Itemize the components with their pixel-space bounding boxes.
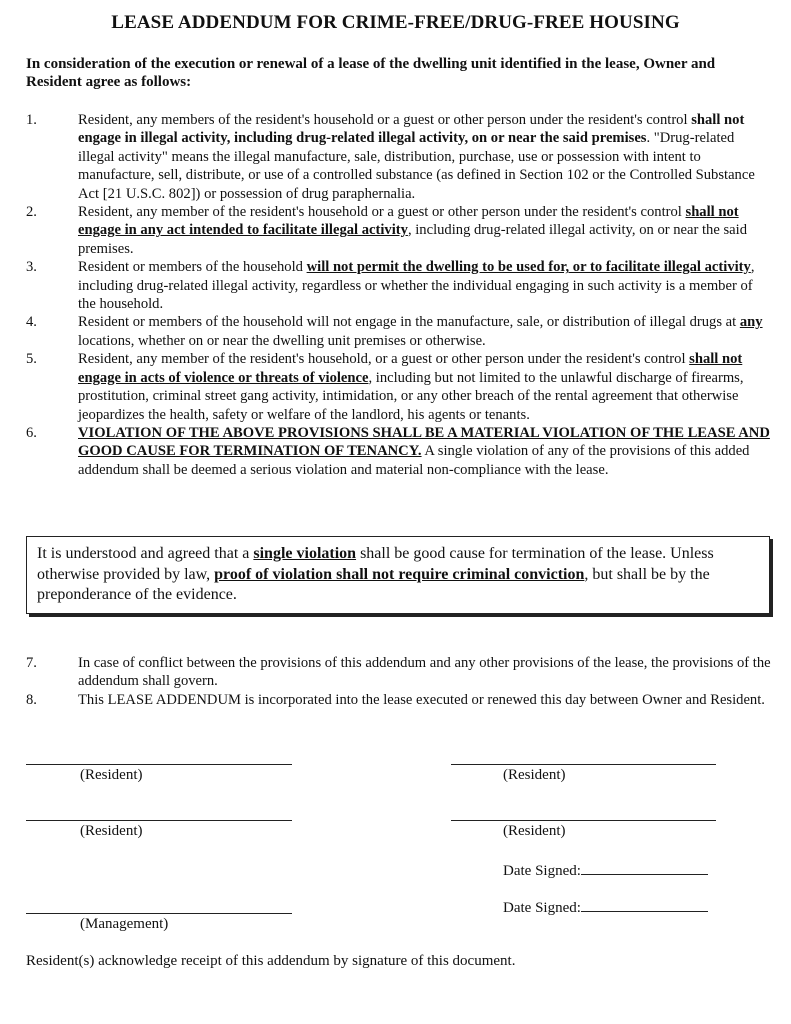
provision-number: 6. (26, 424, 37, 441)
date-signed-label: Date Signed: (503, 900, 581, 916)
text-run: Resident, any members of the resident's household or a guest or other person under the resident's control (78, 112, 692, 128)
provision-item (26, 350, 771, 424)
text-run: , including drug-related illegal activity, on or near the said premises. (78, 222, 747, 257)
provision-text (78, 351, 744, 422)
date-signed-field[interactable] (581, 897, 708, 912)
resident-4-label: (Resident) (503, 823, 566, 839)
text-run: A single violation of any of the provisions of this added addendum shall be deemed a serious violation and material non-compliance with the lease. (78, 443, 750, 478)
text-run: , including but not limited to the unlawful discharge of firearms, prostitution, criminal street gang activity, intimidation, or any other breach of the rental agreement that otherwise jeopardizes the health, safety or welfare of the landlord, his agents or tenants. (78, 369, 744, 423)
provision-number: 5. (26, 351, 37, 368)
text-run: Resident, any member of the resident's household or a guest or other person under the resident's control (78, 204, 686, 221)
signature-line-resident-2[interactable] (451, 764, 716, 765)
signature-line-resident-3[interactable] (26, 820, 292, 821)
provision-number: 1. (26, 112, 37, 128)
text-run: This LEASE ADDENDUM is incorporated into the lease executed or renewed this day between Owner and Resident. (78, 691, 765, 708)
text-run: locations, whether on or near the dwelling unit premises or otherwise. (78, 332, 486, 349)
violation-notice-box (26, 536, 770, 614)
provision-text (78, 655, 771, 689)
text-run: shall not engage in acts of violence or threats of violence (78, 351, 743, 386)
provision-text (78, 425, 770, 478)
resident-3-label: (Resident) (80, 823, 143, 839)
intro-paragraph: In consideration of the execution or renewal of a lease of the dwelling unit identified in the lease, Owner and Resident agree as follows: (26, 56, 716, 90)
text-run: will not permit the dwelling to be used for, or to facilitate illegal activity (306, 259, 751, 276)
provision-item (26, 691, 771, 709)
provision-item (26, 111, 771, 203)
provision-item (26, 313, 771, 350)
text-run: It is understood and agreed that a (37, 545, 254, 562)
provision-number: 7. (26, 655, 37, 671)
text-run: any (739, 314, 763, 331)
closing-provisions-list (26, 654, 771, 709)
provision-item (26, 203, 771, 258)
provision-item (26, 424, 771, 479)
resident-2-label: (Resident) (503, 767, 566, 783)
text-run: VIOLATION OF THE ABOVE PROVISIONS SHALL BE A MATERIAL VIOLATION OF THE LEASE AND GOOD CAUSE FOR TERMINATION OF TENANCY. (78, 424, 770, 460)
text-run: . "Drug-related illegal activity" means the illegal manufacture, sale, distribution, purchase, use or possession with intent to manufacture, sell, distribute, or use of a controlled substance (as defined in Section 102 or the Controlled Substance Act [21 U.S.C. 802]) or possession of drug paraphernalia. (78, 130, 755, 202)
text-run: , but shall be by the preponderance of the evidence. (37, 565, 710, 603)
provision-number: 3. (26, 259, 37, 276)
signature-line-resident-4[interactable] (451, 820, 716, 821)
text-run: shall be good cause for termination of the lease. Unless otherwise provided by law, (37, 545, 714, 583)
text-run: Resident or members of the household (78, 259, 307, 276)
text-run: Resident or members of the household will not engage in the manufacture, sale, or distribution of illegal drugs at (78, 314, 740, 331)
date-signed-label: Date Signed: (503, 863, 581, 879)
acknowledgement-text: Resident(s) acknowledge receipt of this addendum by signature of this document. (26, 953, 516, 969)
text-run: , including drug-related illegal activity, regardless or whether the individual engaging in such activity is a member of the household. (78, 259, 755, 313)
provision-text (78, 314, 763, 348)
signature-line-resident-1[interactable] (26, 764, 292, 765)
provision-text (78, 692, 765, 708)
management-label: (Management) (80, 916, 169, 932)
date-signed-row-1 (503, 860, 708, 880)
text-run: proof of violation shall not require criminal conviction (214, 565, 585, 583)
date-signed-field[interactable] (581, 860, 708, 875)
text-run: shall not engage in any act intended to facilitate illegal activity (78, 204, 739, 239)
text-run: In case of conflict between the provisions of this addendum and any other provisions of the lease, the provisions of the addendum shall govern. (78, 655, 771, 690)
signature-line-management[interactable] (26, 913, 292, 914)
provision-item (26, 654, 771, 691)
text-run: Resident, any member of the resident's household, or a guest or other person under the resident's control (78, 351, 690, 368)
document-title: LEASE ADDENDUM FOR CRIME-FREE/DRUG-FREE HOUSING (111, 12, 680, 33)
date-signed-row-2 (503, 897, 708, 917)
text-run: single violation (253, 545, 357, 562)
provision-text (78, 259, 755, 312)
provision-number: 2. (26, 204, 37, 221)
text-run: shall not engage in illegal activity, including drug-related illegal activity, on or near the said premises (78, 112, 745, 147)
provision-number: 4. (26, 314, 37, 331)
resident-1-label: (Resident) (80, 767, 143, 783)
provision-text (78, 204, 747, 257)
provision-number: 8. (26, 691, 37, 708)
provisions-list (26, 111, 771, 479)
provision-text (78, 112, 755, 202)
provision-item (26, 258, 771, 313)
